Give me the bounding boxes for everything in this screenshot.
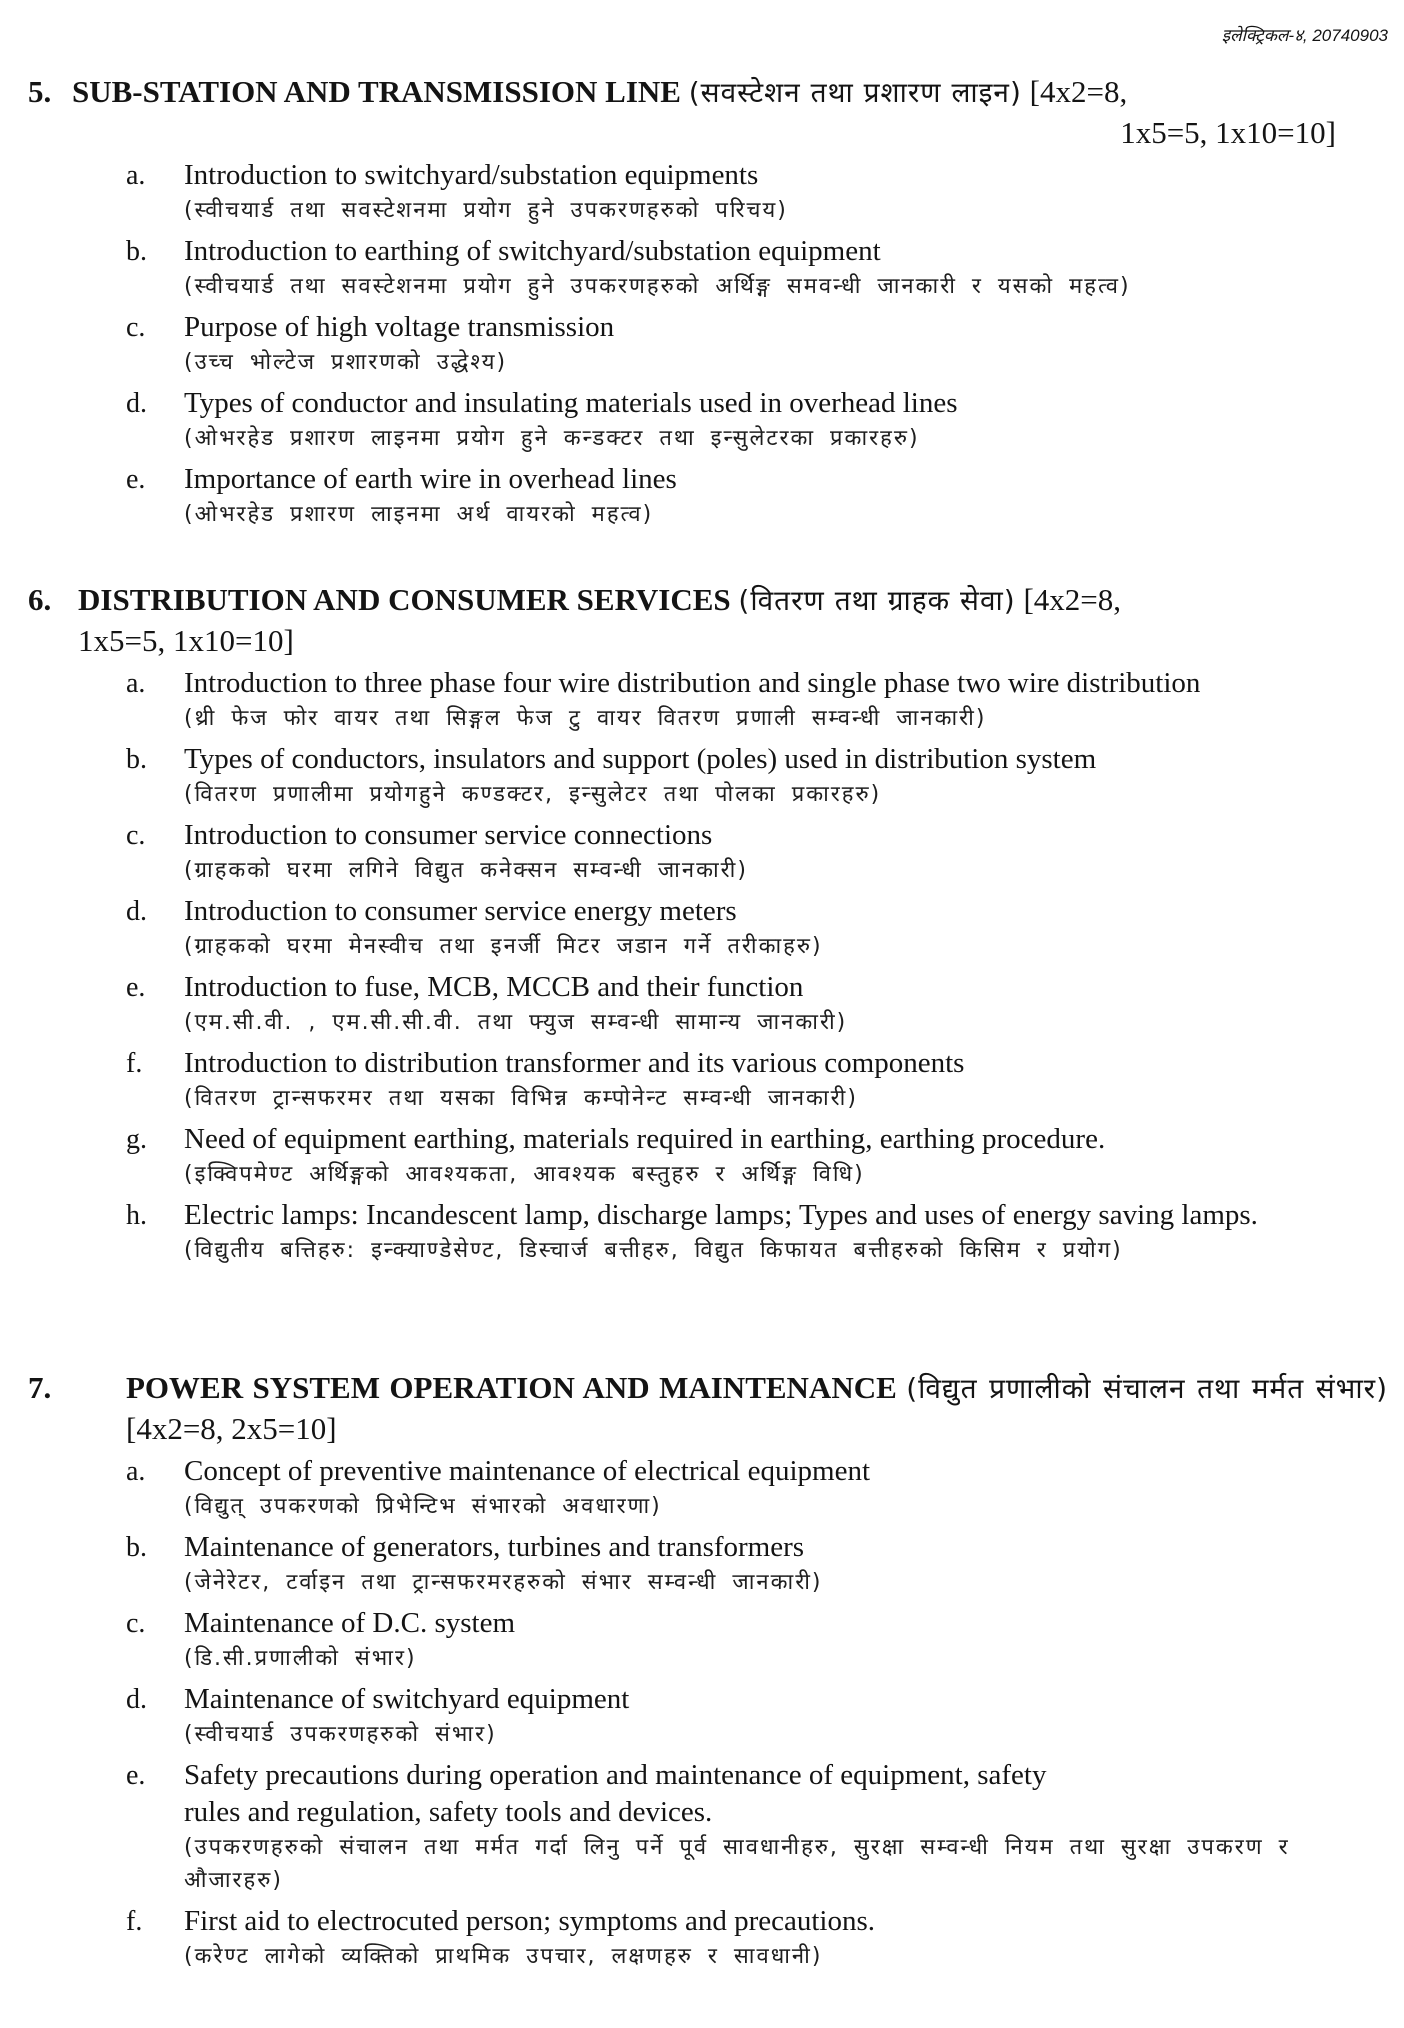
item-nepali: (एम.सी.वी. , एम.सी.सी.वी. तथा फ्युज सम्वन्धी सामान्य जानकारी) xyxy=(184,1010,848,1035)
section-marks: [4x2=8, xyxy=(1029,74,1128,109)
list-item xyxy=(28,309,1388,379)
item-english: Need of equipment earthing, materials required in earthing, earthing procedure. xyxy=(184,1123,1106,1155)
item-letter: b. xyxy=(126,1532,147,1563)
item-english: Introduction to consumer service connections xyxy=(184,819,713,851)
item-english: Maintenance of generators, turbines and transformers xyxy=(184,1531,805,1563)
list-item xyxy=(28,385,1388,455)
item-english: Purpose of high voltage transmission xyxy=(184,311,615,343)
section-number: 6. xyxy=(28,582,52,617)
section-heading xyxy=(28,72,1388,153)
section-7 xyxy=(28,1368,1388,1979)
item-nepali: (ओभरहेड प्रशारण लाइनमा अर्थ वायरको महत्व) xyxy=(184,502,654,527)
item-nepali: (विद्युतीय बत्तिहरु: इन्क्याण्डेसेण्ट, डिस्चार्ज बत्तीहरु, विद्युत किफायत बत्तीहरुको किसिम र प्रयोग) xyxy=(184,1238,1123,1263)
topic-list xyxy=(28,665,1388,1267)
item-english: Introduction to switchyard/substation equipments xyxy=(184,159,759,191)
list-item xyxy=(28,157,1388,227)
section-title-nepali: (सवस्टेशन तथा प्रशारण लाइन) xyxy=(688,76,1022,109)
list-item xyxy=(28,1045,1388,1115)
item-english: Types of conductor and insulating materials used in overhead lines xyxy=(184,387,958,419)
section-marks-cont: 1x5=5, 1x10=10] xyxy=(78,623,294,658)
section-title: DISTRIBUTION AND CONSUMER SERVICES xyxy=(78,582,731,617)
item-letter: d. xyxy=(126,388,147,419)
item-letter: b. xyxy=(126,744,147,775)
section-marks: [4x2=8, 2x5=10] xyxy=(126,1411,337,1446)
item-nepali: (करेण्ट लागेको व्यक्तिको प्राथमिक उपचार, लक्षणहरु र सावधानी) xyxy=(184,1944,823,1969)
topic-list xyxy=(28,157,1388,531)
item-nepali: (उपकरणहरुको संचालन तथा मर्मत गर्दा लिनु पर्ने पूर्व सावधानीहरु, सुरक्षा सम्वन्धी नियम तथा सुरक्षा उपकरण र औजारहरु) xyxy=(184,1835,1290,1893)
item-english: Maintenance of switchyard equipment xyxy=(184,1683,630,1715)
item-english: First aid to electrocuted person; symptoms and precautions. xyxy=(184,1905,876,1937)
item-letter: a. xyxy=(126,160,146,191)
item-nepali: (ओभरहेड प्रशारण लाइनमा प्रयोग हुने कन्डक्टर तथा इन्सुलेटरका प्रकारहरु) xyxy=(184,426,920,451)
item-nepali: (थ्री फेज फोर वायर तथा सिङ्गल फेज टु वायर वितरण प्रणाली सम्वन्धी जानकारी) xyxy=(184,706,987,731)
item-letter: c. xyxy=(126,820,146,851)
list-item xyxy=(28,1453,1388,1523)
section-number: 5. xyxy=(28,74,52,109)
section-marks-cont: 1x5=5, 1x10=10] xyxy=(1120,115,1336,150)
list-item xyxy=(28,233,1388,303)
item-letter: e. xyxy=(126,972,146,1003)
item-nepali: (जेनेरेटर, टर्वाइन तथा ट्रान्सफरमरहरुको संभार सम्वन्धी जानकारी) xyxy=(184,1570,823,1595)
item-nepali: (उच्च भोल्टेज प्रशारणको उद्धेश्य) xyxy=(184,350,508,375)
item-english: Importance of earth wire in overhead lines xyxy=(184,463,677,495)
item-letter: d. xyxy=(126,896,147,927)
item-letter: h. xyxy=(126,1200,147,1231)
item-letter: a. xyxy=(126,668,146,699)
list-item xyxy=(28,1757,1388,1897)
item-letter: d. xyxy=(126,1684,147,1715)
item-nepali: (स्वीचयार्ड उपकरणहरुको संभार) xyxy=(184,1722,497,1747)
section-6 xyxy=(28,580,1388,1273)
item-english: Introduction to earthing of switchyard/substation equipment xyxy=(184,235,881,267)
section-5 xyxy=(28,72,1388,537)
item-letter: b. xyxy=(126,236,147,267)
item-nepali: (डि.सी.प्रणालीको संभार) xyxy=(184,1646,417,1671)
item-english: Maintenance of D.C. system xyxy=(184,1607,516,1639)
item-english: Introduction to distribution transformer and its various components xyxy=(184,1047,965,1079)
item-letter: e. xyxy=(126,464,146,495)
section-title-nepali: (विद्युत प्रणालीको संचालन तथा मर्मत संभार) xyxy=(906,1372,1388,1405)
section-title: POWER SYSTEM OPERATION AND MAINTENANCE xyxy=(126,1370,897,1405)
item-letter: a. xyxy=(126,1456,146,1487)
page-header-code: इलेक्ट्रिकल-४, 20740903 xyxy=(1221,26,1388,45)
list-item xyxy=(28,893,1388,963)
item-letter: f. xyxy=(126,1906,143,1937)
list-item xyxy=(28,1605,1388,1675)
section-title: SUB-STATION AND TRANSMISSION LINE xyxy=(72,74,681,109)
item-nepali: (वितरण प्रणालीमा प्रयोगहुने कण्डक्टर, इन्सुलेटर तथा पोलका प्रकारहरु) xyxy=(184,782,882,807)
item-english: Electric lamps: Incandescent lamp, discharge lamps; Types and uses of energy saving lamps. xyxy=(184,1199,1258,1231)
topic-list xyxy=(28,1453,1388,1973)
list-item xyxy=(28,461,1388,531)
list-item xyxy=(28,665,1388,735)
item-letter: c. xyxy=(126,312,146,343)
item-nepali: (ग्राहकको घरमा मेनस्वीच तथा इनर्जी मिटर जडान गर्ने तरीकाहरु) xyxy=(184,934,823,959)
section-heading xyxy=(28,1368,1388,1449)
list-item xyxy=(28,1121,1388,1191)
item-english: Introduction to consumer service energy meters xyxy=(184,895,737,927)
list-item xyxy=(28,969,1388,1039)
section-marks: [4x2=8, xyxy=(1023,582,1121,617)
item-english: Introduction to fuse, MCB, MCCB and their function xyxy=(184,971,804,1003)
item-nepali: (स्वीचयार्ड तथा सवस्टेशनमा प्रयोग हुने उपकरणहरुको अर्थिङ्ग समवन्धी जानकारी र यसको महत्व) xyxy=(184,274,1131,299)
item-letter: g. xyxy=(126,1124,147,1155)
item-english: Safety precautions during operation and maintenance of equipment, safety rules and regulation, safety tools and devices. xyxy=(184,1759,1047,1828)
list-item xyxy=(28,1681,1388,1751)
list-item xyxy=(28,1197,1388,1267)
item-letter: f. xyxy=(126,1048,143,1079)
item-nepali: (वितरण ट्रान्सफरमर तथा यसका विभिन्न कम्पोनेन्ट सम्वन्धी जानकारी) xyxy=(184,1086,858,1111)
item-letter: c. xyxy=(126,1608,146,1639)
item-english: Types of conductors, insulators and support (poles) used in distribution system xyxy=(184,743,1097,775)
item-nepali: (स्वीचयार्ड तथा सवस्टेशनमा प्रयोग हुने उपकरणहरुको परिचय) xyxy=(184,198,788,223)
list-item xyxy=(28,817,1388,887)
section-number: 7. xyxy=(28,1370,52,1405)
section-title-nepali: (वितरण तथा ग्राहक सेवा) xyxy=(738,584,1016,617)
list-item xyxy=(28,1529,1388,1599)
item-english: Concept of preventive maintenance of electrical equipment xyxy=(184,1455,871,1487)
item-letter: e. xyxy=(126,1760,146,1791)
item-nepali: (विद्युत् उपकरणको प्रिभेन्टिभ संभारको अवधारणा) xyxy=(184,1494,662,1519)
item-nepali: (ग्राहकको घरमा लगिने विद्युत कनेक्सन सम्वन्धी जानकारी) xyxy=(184,858,748,883)
list-item xyxy=(28,1903,1388,1973)
list-item xyxy=(28,741,1388,811)
section-heading xyxy=(28,580,1388,661)
item-english: Introduction to three phase four wire distribution and single phase two wire distribution xyxy=(184,667,1201,699)
item-nepali: (इक्विपमेण्ट अर्थिङ्गको आवश्यकता, आवश्यक बस्तुहरु र अर्थिङ्ग विधि) xyxy=(184,1162,865,1187)
